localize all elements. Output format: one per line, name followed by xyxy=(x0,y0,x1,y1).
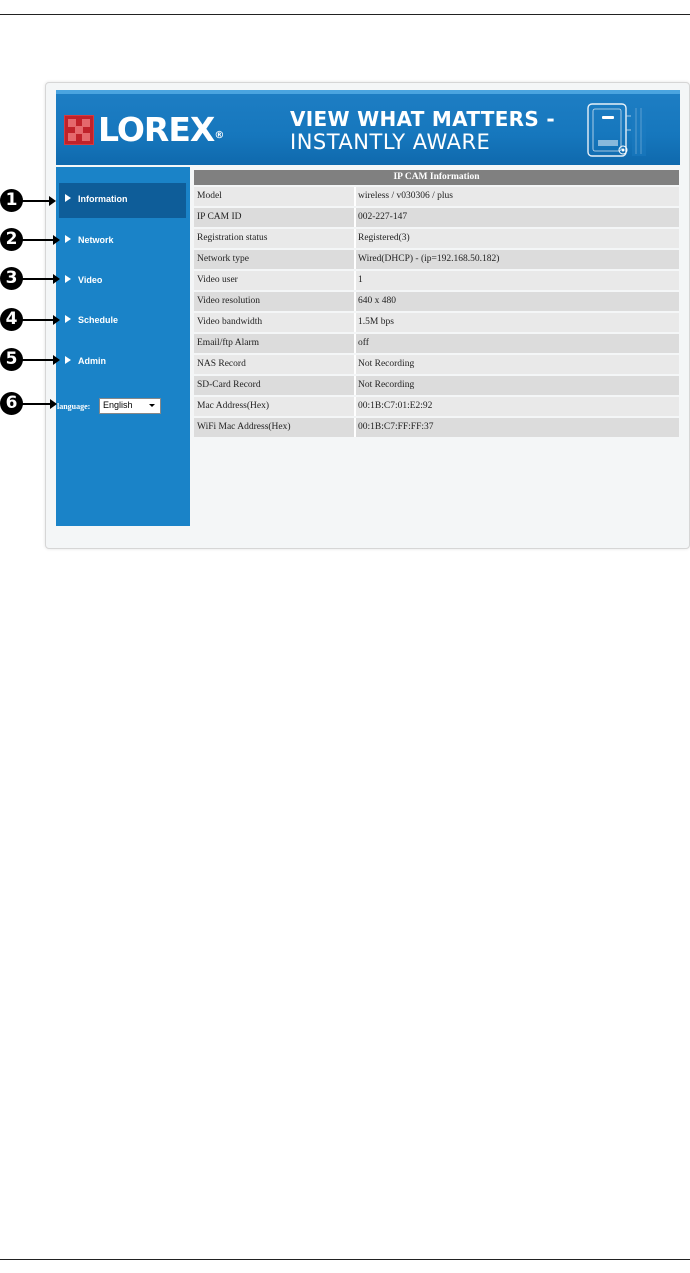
column-divider xyxy=(354,208,356,227)
row-key: Mac Address(Hex) xyxy=(197,401,270,411)
column-divider xyxy=(354,334,356,353)
row-key: WiFi Mac Address(Hex) xyxy=(197,422,291,432)
language-select[interactable] xyxy=(99,398,161,414)
chevron-down-icon xyxy=(149,404,155,407)
table-row xyxy=(194,187,679,206)
row-key: Email/ftp Alarm xyxy=(197,338,260,348)
sidebar-item-admin[interactable] xyxy=(59,345,186,380)
camera-illustration-icon xyxy=(584,100,654,162)
row-value: wireless / v030306 / plus xyxy=(358,191,453,201)
row-value: Not Recording xyxy=(358,359,415,369)
callout-arrow-6 xyxy=(22,403,55,405)
row-value: Registered(3) xyxy=(358,233,410,243)
row-value: Wired(DHCP) - (ip=192.168.50.182) xyxy=(358,254,500,264)
callout-badge-6: 6 xyxy=(0,392,23,415)
table-row xyxy=(194,418,679,437)
row-key: Video bandwidth xyxy=(197,317,263,327)
callout-arrow-1 xyxy=(22,200,54,202)
table-row xyxy=(194,397,679,416)
table-row xyxy=(194,229,679,248)
row-key: IP CAM ID xyxy=(197,212,242,222)
sidebar-item-label: Schedule xyxy=(78,315,119,325)
sidebar-item-label: Network xyxy=(78,235,114,245)
row-value: 1 xyxy=(358,275,363,285)
callout-badge-4: 4 xyxy=(0,308,23,331)
table-row xyxy=(194,376,679,395)
column-divider xyxy=(354,418,356,437)
table-row xyxy=(194,334,679,353)
row-key: NAS Record xyxy=(197,359,246,369)
column-divider xyxy=(354,250,356,269)
triangle-bullet-icon xyxy=(65,194,71,202)
sidebar-item-schedule[interactable] xyxy=(59,304,186,339)
table-row xyxy=(194,208,679,227)
row-value: 002-227-147 xyxy=(358,212,408,222)
table-row xyxy=(194,292,679,311)
triangle-bullet-icon xyxy=(65,275,71,283)
logo-mark-icon xyxy=(64,115,94,145)
row-key: Video user xyxy=(197,275,238,285)
triangle-bullet-icon xyxy=(65,235,71,243)
table-row xyxy=(194,250,679,269)
row-key: Model xyxy=(197,191,222,201)
callout-badge-3: 3 xyxy=(0,267,23,290)
column-divider xyxy=(354,229,356,248)
row-key: SD-Card Record xyxy=(197,380,261,390)
logo-text: LOREX® xyxy=(98,110,224,149)
callout-arrow-3 xyxy=(22,278,58,280)
column-divider xyxy=(354,397,356,416)
row-key: Registration status xyxy=(197,233,268,243)
row-value: Not Recording xyxy=(358,380,415,390)
table-row xyxy=(194,313,679,332)
tagline-primary: VIEW WHAT MATTERS - xyxy=(290,107,555,131)
callout-badge-1: 1 xyxy=(0,189,23,212)
tagline-secondary: INSTANTLY AWARE xyxy=(290,130,491,154)
info-table-title: IP CAM Information xyxy=(194,170,679,185)
column-divider xyxy=(354,313,356,332)
lorex-logo xyxy=(64,110,229,149)
table-row xyxy=(194,355,679,374)
row-value: off xyxy=(358,338,369,348)
row-value: 1.5M bps xyxy=(358,317,394,327)
triangle-bullet-icon xyxy=(65,356,71,364)
callout-arrow-4 xyxy=(22,319,58,321)
callout-arrow-5 xyxy=(22,359,58,361)
row-value: 00:1B:C7:FF:FF:37 xyxy=(358,422,434,432)
table-row xyxy=(194,271,679,290)
row-value: 00:1B:C7:01:E2:92 xyxy=(358,401,433,411)
sidebar-item-label: Admin xyxy=(78,356,106,366)
language-select-value: English xyxy=(103,400,133,410)
column-divider xyxy=(354,376,356,395)
triangle-bullet-icon xyxy=(65,315,71,323)
language-label: language: xyxy=(57,402,91,411)
header-banner xyxy=(56,90,680,165)
row-value: 640 x 480 xyxy=(358,296,396,306)
page-bottom-rule xyxy=(0,1259,690,1260)
sidebar-nav xyxy=(56,167,190,526)
info-table-body xyxy=(194,187,679,437)
sidebar-item-label: Information xyxy=(78,194,128,204)
row-key: Video resolution xyxy=(197,296,261,306)
sidebar-item-information[interactable] xyxy=(59,183,186,218)
sidebar-item-video[interactable] xyxy=(59,264,186,299)
ip-cam-info-table xyxy=(194,170,679,437)
callout-badge-5: 5 xyxy=(0,348,23,371)
callout-badge-2: 2 xyxy=(0,228,23,251)
column-divider xyxy=(354,187,356,206)
column-divider xyxy=(354,355,356,374)
sidebar-item-network[interactable] xyxy=(59,224,186,259)
page-top-rule xyxy=(0,14,690,15)
sidebar-item-label: Video xyxy=(78,275,103,285)
banner-top-stripe xyxy=(56,90,680,94)
callout-arrow-2 xyxy=(22,239,58,241)
column-divider xyxy=(354,292,356,311)
row-key: Network type xyxy=(197,254,249,264)
column-divider xyxy=(354,271,356,290)
